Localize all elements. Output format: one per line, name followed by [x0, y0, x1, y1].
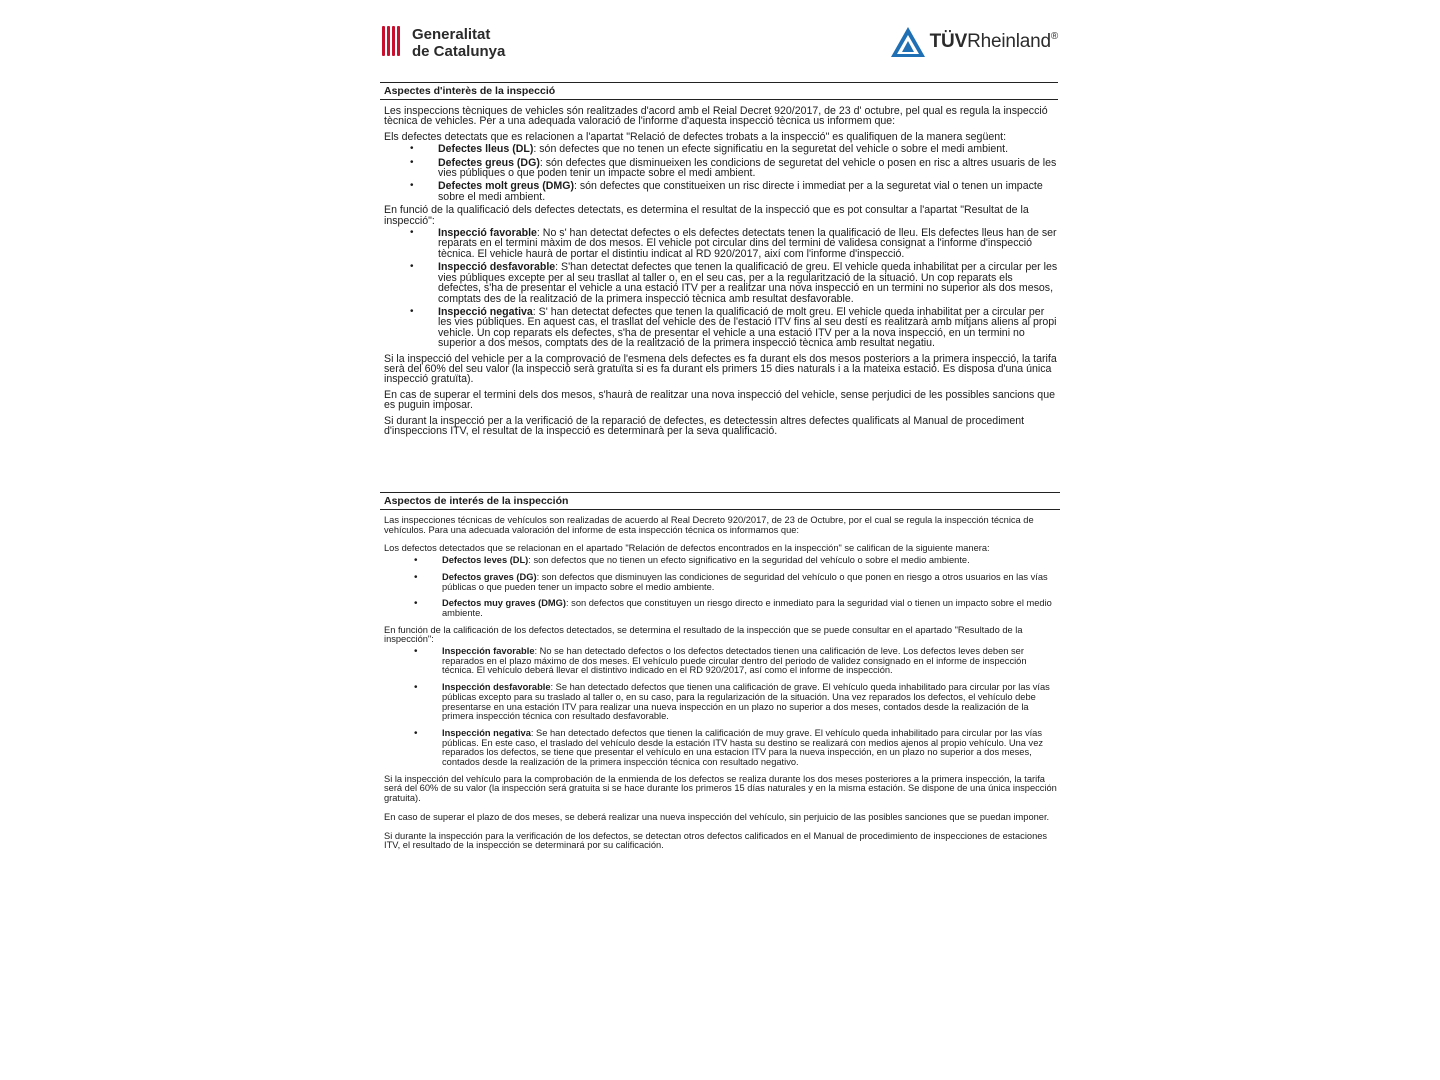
spanish-manual-paragraph: Si durante la inspección para la verificación de los defectos, se detectan otros defectos calificados en el Manual de procedimiento de inspecciones de estaciones ITV, el resultado de la inspección se determinará por su calificación. [384, 830, 1048, 851]
catalan-intro: Les inspeccions tècniques de vehicles són realitzades d'acord amb el Reial Decret 920/2017, de 23 d' octubre, pel qual es regula la inspecció tècnica de vehicles. Per a una adequada valoració de l'informe d'aquesta inspecció tècnica us informem que: [384, 105, 1048, 128]
spanish-results-intro: En función de la calificación de los defectos detectados, se determina el resultado de la inspección que se puede consultar en el apartado "Resultado de la inspección": [384, 624, 1023, 645]
list-item: • Defectes lleus (DL): són defectes que no tenen un efecte significatiu en la seguretat del vehicle o sobre el medi ambient. [438, 144, 1058, 154]
list-item: • Inspección negativa: Se han detectado defectos que tienen la calificación de muy grave. El vehículo queda inhabilitado para circular por las vías públicas. En este caso, el traslado del vehículo desde la estación ITV hasta su destino se realizará con medios ajenos al propio vehículo. Una vez reparados los defectos, se tiene que presentar el vehículo en una estacion ITV para la nueva inspección, en un plazo no superior a dos meses, contados desde la realización de la primera inspección técnica con resultado negativo. [442, 729, 1060, 768]
list-item: • Defectos graves (DG): son defectos que disminuyen las condiciones de seguridad del vehículo o que ponen en riesgo a otros usuarios en las vías públicas o que pueden tener un impacto sobre el medio ambiente. [442, 573, 1060, 592]
generalitat-line1: Generalitat [412, 26, 491, 43]
spanish-section-title: Aspectos de interés de la inspección [380, 492, 1060, 510]
list-item: • Defectes molt greus (DMG): són defectes que constitueixen un risc directe i immediat per a la seguretat vial o tenen un impacte sobre el medi ambient. [438, 181, 1058, 202]
catalan-defects-intro: Els defectes detectats que es relacionen a l'apartat "Relació de defectes trobats a la inspecció" es qualifiquen de la manera següent: [384, 130, 1007, 143]
spanish-intro: Las inspecciones técnicas de vehículos son realizadas de acuerdo al Real Decreto 920/2017, de 23 de Octubre, por el cual se regula la inspección técnica de vehículos. Para una adecuada valoración del informe de esta inspección técnica os informamos que: [384, 515, 1034, 535]
senyera-icon [382, 26, 402, 56]
catalan-termini-paragraph: En cas de superar el termini dels dos mesos, s'haurà de realitzar una nova inspecció del vehicle, sense perjudici de les possibles sancions que es puguin imposar. [384, 388, 1055, 412]
catalan-defects-list [380, 144, 1058, 202]
list-item: • Inspección favorable: No se han detectado defectos o los defectos detectados tienen una calificación de leve. Los defectos leves deben ser reparados en el plazo máximo de dos meses. El vehículo puede circular dentro del periodo de validez consignado en el informe de inspección técnica. El vehículo deberá llevar el distintivo indicado en el RD 920/2017, así como el informe de inspección. [442, 647, 1060, 676]
catalan-section-title: Aspectes d'interès de la inspecció [380, 82, 1058, 100]
spanish-defects-intro: Los defectos detectados que se relacionan en el apartado "Relación de defectos encontrados en la inspección" se califican de la siguiente manera: [384, 543, 990, 554]
catalan-results-list [380, 228, 1058, 348]
document-page [380, 18, 1060, 1068]
catalan-section [380, 76, 1058, 438]
list-item: • Defectos leves (DL): son defectos que no tienen un efecto significativo en la seguridad del vehículo o sobre el medio ambiente. [442, 556, 1060, 566]
list-item: • Defectos muy graves (DMG): son defectos que constituyen un riesgo directo e inmediato para la seguridad vial o tienen un impacto sobre el medio ambiente. [442, 599, 1060, 618]
generalitat-line2: de Catalunya [412, 43, 506, 60]
spanish-results-list [380, 647, 1060, 768]
tuv-rheinland-logo [890, 26, 1058, 58]
catalan-results-intro: En funció de la qualificació dels defectes detectats, es determina el resultat de la inspecció que es pot consultar a l'apartat "Resultat de la inspecció": [384, 204, 1029, 227]
spanish-section [380, 486, 1060, 853]
generalitat-logo [382, 26, 505, 60]
list-item: • Inspecció desfavorable: S'han detectat defectes que tenen la qualificació de greu. El vehicle queda inhabilitat per a circular per les vies públiques excepte per al seu trasllat al taller o, en el seu cas, per a la regularització de la situació. Un cop reparats els defectes, s'ha de presentar el vehicle a una estació ITV per a realitzar una nova inspecció en un termini no superior als dos mesos, comptats des de la realització de la primera inspecció tècnica amb resultat desfavorable. [438, 262, 1058, 304]
tuv-registered-mark: ® [1050, 31, 1058, 42]
spanish-tarifa-paragraph: Si la inspección del vehículo para la comprobación de la enmienda de los defectos se realiza durante los dos meses posteriores a la primera inspección, la tarifa será del 60% de su valor (la inspección será gratuita si se hace durante los primeros 15 días naturales y en la misma estación. Se dispone de una única inspección gratuita). [384, 773, 1057, 804]
spanish-plazo-paragraph: En caso de superar el plazo de dos meses, se deberá realizar una nueva inspección del vehículo, sin perjuicio de las posibles sanciones que se puedan imponer. [384, 811, 1050, 822]
spanish-defects-list [380, 556, 1060, 619]
catalan-manual-paragraph: Si durant la inspecció per a la verificació de la reparació de defectes, es detectessin altres defectes qualificats al Manual de procediment d'inspeccions ITV, el resultat de la inspecció es determinarà per la seva qualificació. [384, 414, 1025, 437]
catalan-tarifa-paragraph: Si la inspecció del vehicle per a la comprovació de l'esmena dels defectes es fa durant els dos mesos posteriors a la primera inspecció, la tarifa serà del 60% del seu valor (la inspecció serà gratuïta si es fa durant els primers 15 dies naturals i a la mateixa estació. Es disposa d'una única inspecció gratuïta). [384, 352, 1057, 386]
tuv-triangle-icon [890, 26, 926, 58]
list-item: • Inspecció negativa: S' han detectat defectes que tenen la qualificació de molt greu. El vehicle queda inhabilitat per a circular per les vies públiques. En aquest cas, el trasllat del vehicle des de l'estació ITV fins al seu destí es realitzarà amb mitjans aliens al propi vehicle. Un cop reparats els defectes, s'ha de presentar el vehicle a una estació ITV per a la nova inspecció, en un termini no superior a dos mesos, comptats des de la realització de la primera inspecció tècnica amb resultat negatiu. [438, 307, 1058, 349]
tuv-bold-text: TÜV [929, 31, 968, 52]
list-item: • Defectes greus (DG): són defectes que disminueixen les condicions de seguretat del vehicle o posen en risc a altres usuaris de les vies públiques o que poden tenir un impacte sobre el medi ambient. [438, 158, 1058, 179]
list-item: • Inspecció favorable: No s' han detectat defectes o els defectes detectats tenen la qualificació de lleu. Els defectes lleus han de ser reparats en el termini màxim de dos mesos. El vehicle pot circular dins del termini de validesa consignat a l'informe d'inspecció tècnica. El vehicle haurà de portar el distintiu indicat al RD 920/2017, així com l'informe d'inspecció. [438, 228, 1058, 259]
list-item: • Inspección desfavorable: Se han detectado defectos que tienen una calificación de grave. El vehículo queda inhabilitado para circular por las vías públicas excepto para su traslado al taller o, en su caso, para la regularización de la situación. Una vez reparados los defectos, el vehículo debe presentarse en una estación ITV para realizar una nueva inspección en un plazo no superior a dos meses, contados desde la realización de la primera inspección técnica con resultado desfavorable. [442, 683, 1060, 722]
page-header [380, 18, 1060, 70]
tuv-rest-text: Rheinland [967, 31, 1051, 52]
